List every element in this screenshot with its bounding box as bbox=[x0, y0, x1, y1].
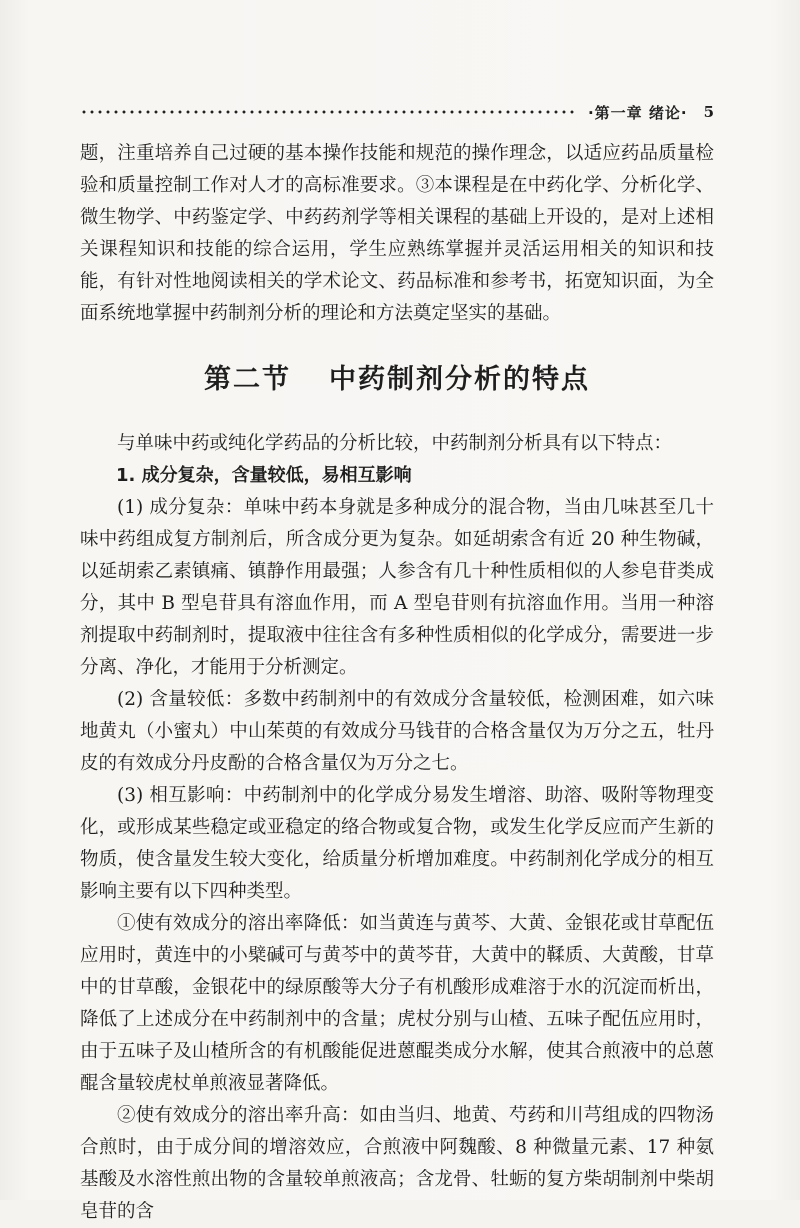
subheading: 1. 成分复杂，含量较低，易相互影响 bbox=[116, 465, 412, 486]
paragraph-lead: 与单味中药或纯化学药品的分析比较，中药制剂分析具有以下特点： bbox=[117, 433, 673, 454]
paragraph-interaction: (3) 相互影响：中药制剂中的化学成分易发生增溶、助溶、吸附等物理变化，或形成某些稳定或亚稳定的络合物或复合物，或发生化学反应而产生新的物质，使含量发生较大变化，给质量分析增加难度。中药制剂化学成分的相互影响主要有以下四种类型。 bbox=[80, 785, 714, 902]
paragraph-complex-components: (1) 成分复杂：单味中药本身就是多种成分的混合物，当由几味甚至几十味中药组成复方制剂后，所含成分更为复杂。如延胡索含有近 20 种生物碱，以延胡索乙素镇痛、镇静作用最强；人参含有几十种性质相似的人参皂苷类成分，其中 B 型皂苷具有溶血作用，而 A 型皂苷则有抗溶血作用。当用一种溶剂提取中药制剂时，提取液中往往含有多种性质相似的化学成分，需要进一步分离、净化，才能用于分析测定。 bbox=[80, 497, 714, 678]
chapter-title: ·第一章 绪论· bbox=[587, 103, 688, 122]
paragraph-dissolution-decrease: ①使有效成分的溶出率降低：如当黄连与黄芩、大黄、金银花或甘草配伍应用时，黄连中的小檗碱可与黄芩中的黄芩苷，大黄中的鞣质、大黄酸，甘草中的甘草酸，金银花中的绿原酸等大分子有机酸形成难溶于水的沉淀而析出，降低了上述成分在中药制剂中的含量；虎杖分别与山楂、五味子配伍应用时，由于五味子及山楂所含的有机酸能促进蒽醌类成分水解，使其合煎液中的总蒽醌含量较虎杖单煎液显著降低。 bbox=[80, 913, 714, 1094]
running-header bbox=[80, 98, 720, 126]
section-number: 第二节 bbox=[204, 364, 291, 395]
paragraph-intro: 题，注重培养自己过硬的基本操作技能和规范的操作理念，以适应药品质量检验和质量控制工作对人才的高标准要求。③本课程是在中药化学、分析化学、微生物学、中药鉴定学、中药药剂学等相关课程的基础上开设的，是对上述相关课程知识和技能的综合运用，学生应熟练掌握并灵活运用相关的知识和技能，有针对性地阅读相关的学术论文、药品标准和参考书，拓宽知识面，为全面系统地掌握中药制剂分析的理论和方法奠定坚实的基础。 bbox=[80, 143, 714, 324]
page-number: 5 bbox=[703, 103, 714, 121]
page-content bbox=[80, 138, 714, 1228]
section-heading bbox=[80, 360, 714, 400]
dotted-leader bbox=[80, 109, 578, 115]
paragraph-low-content: (2) 含量较低：多数中药制剂中的有效成分含量较低，检测困难，如六味地黄丸（小蜜丸）中山茱萸的有效成分马钱苷的合格含量仅为万分之五，牡丹皮的有效成分丹皮酚的合格含量仅为万分之七。 bbox=[80, 689, 714, 774]
paragraph-dissolution-increase: ②使有效成分的溶出率升高：如由当归、地黄、芍药和川芎组成的四物汤合煎时，由于成分间的增溶效应，合煎液中阿魏酸、8 种微量元素、17 种氨基酸及水溶性煎出物的含量较单煎液高；含龙骨、牡蛎的复方柴胡制剂中柴胡皂苷的含 bbox=[80, 1105, 714, 1222]
section-title: 中药制剂分析的特点 bbox=[329, 364, 590, 395]
